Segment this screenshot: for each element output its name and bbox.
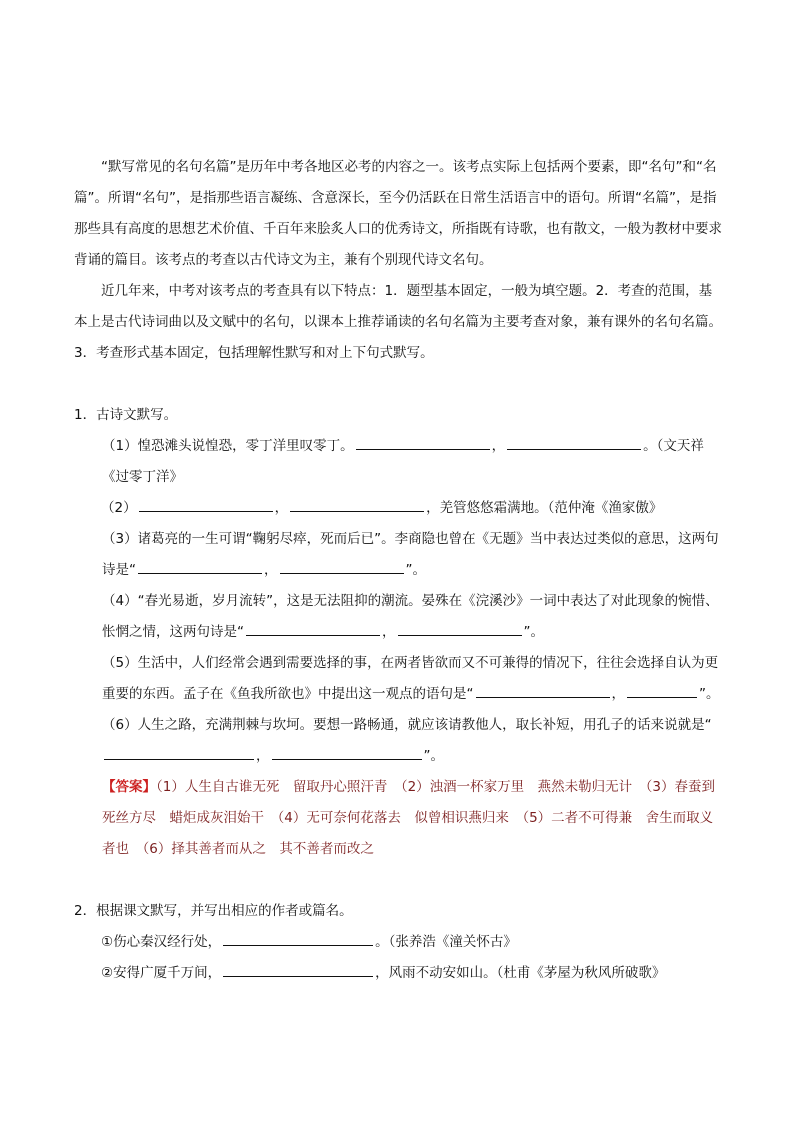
q1-item1-source: 。（文天祥《过零丁洋》	[102, 438, 704, 485]
question-1-item-5	[74, 648, 722, 710]
answer-blank[interactable]	[476, 681, 610, 698]
question-2-item-2	[74, 958, 722, 989]
answer-label: 【答案】	[102, 779, 156, 795]
q1-item5-end: ”。	[699, 686, 720, 702]
q1-item3-end: ”。	[405, 562, 426, 578]
q1-item1-prompt: （1）惶恐滩头说惶恐，零丁洋里叹零丁。	[102, 438, 354, 454]
answer-blank[interactable]	[223, 960, 373, 977]
question-2-item-1	[74, 927, 722, 958]
q1-item5-prompt: （5）生活中，人们经常会遇到需要选择的事，在两者皆欲而又不可兼得的情况下，往往会选择自认为更重要的东西。孟子在《鱼我所欲也》中提出这一观点的语句是“	[102, 655, 719, 702]
question-1-item-3	[74, 524, 722, 586]
answer-blank[interactable]	[280, 557, 404, 574]
section-spacer	[74, 865, 722, 896]
question-1-title: 1．古诗文默写。	[74, 407, 178, 423]
comma-separator: ，	[264, 562, 278, 578]
question-2-title: 2．根据课文默写，并写出相应的作者或篇名。	[74, 903, 353, 919]
question-1-item-6	[74, 710, 722, 772]
question-1-answer	[74, 772, 722, 865]
q1-item3-prompt: （3）诸葛亮的一生可谓“鞠躬尽瘁，死而后已”。李商隐也曾在《无题》当中表达过类似的意思，这两句诗是“	[102, 531, 719, 578]
q1-item6-prompt: （6）人生之路，充满荆棘与坎坷。要想一路畅通，就应该请教他人，取长补短，用孔子的话来说就是“	[102, 717, 712, 733]
q1-item4-end: ”。	[523, 624, 544, 640]
comma-separator: ，	[611, 686, 625, 702]
comma-separator: ，	[382, 624, 396, 640]
comma-separator: ，	[491, 438, 506, 454]
answer-blank[interactable]	[627, 681, 697, 698]
question-1-item-1	[74, 431, 722, 493]
answer-blank[interactable]	[104, 743, 254, 760]
answer-blank[interactable]	[138, 557, 262, 574]
answer-text: （1）人生自古谁无死 留取丹心照汗青 （2）浊酒一杯家万里 燕然未勒归无计 （3）春蚕到死丝方尽 蜡炬成灰泪始干 （4）无可奈何花落去 似曾相识燕归来 （5）二者不可得兼 舍生而取义者也 （6）择其善者而从之 其不善者而改之	[102, 779, 716, 857]
answer-blank[interactable]	[398, 619, 522, 636]
q2-item1-prompt: ①伤心秦汉经行处，	[101, 934, 222, 950]
answer-blank[interactable]	[356, 433, 490, 450]
comma-separator: ，	[256, 748, 270, 764]
q2-item1-source: 。（张养浩《潼关怀古》	[375, 934, 517, 950]
q2-item2-prompt: ②安得广厦千万间，	[101, 965, 222, 981]
answer-blank[interactable]	[139, 495, 273, 512]
q2-item2-source: ，风雨不动安如山。（杜甫《茅屋为秋风所破歌》	[375, 965, 666, 981]
document-page	[74, 152, 722, 989]
intro-paragraph-1: “默写常见的名句名篇”是历年中考各地区必考的内容之一。该考点实际上包括两个要素，即“名句”和“名篇”。所谓“名句”，是指那些语言凝练、含意深长，至今仍活跃在日常生活语言中的语句。所谓“名篇”，是指那些具有高度的思想艺术价值、千百年来脍炙人口的优秀诗文，所指既有诗歌，也有散文，一般为教材中要求背诵的篇目。该考点的考查以古代诗文为主，兼有个别现代诗文名句。	[74, 159, 722, 268]
q1-item2-source: ，羌管悠悠霜满地。（范仲淹《渔家傲》	[426, 500, 663, 516]
question-1-item-2	[74, 493, 722, 524]
section-spacer	[74, 369, 722, 400]
q1-item6-end: ”。	[423, 748, 444, 764]
answer-blank[interactable]	[223, 929, 373, 946]
question-1-item-4	[74, 586, 722, 648]
answer-blank[interactable]	[507, 433, 641, 450]
comma-separator: ，	[274, 500, 289, 516]
intro-paragraph-2: 近几年来，中考对该考点的考查具有以下特点：1．题型基本固定，一般为填空题。2．考查的范围，基本上是古代诗词曲以及文赋中的名句，以课本上推荐诵读的名句名篇为主要考查对象，兼有课外的名句名篇。3．考查形式基本固定，包括理解性默写和对上下句式默写。	[74, 283, 722, 361]
q1-item4-prompt: （4）“春光易逝，岁月流转”，这是无法阻抑的潮流。晏殊在《浣溪沙》一词中表达了对此现象的惋惜、怅惘之情，这两句诗是“	[102, 593, 719, 640]
answer-blank[interactable]	[290, 495, 424, 512]
answer-blank[interactable]	[272, 743, 422, 760]
q1-item2-prompt: （2）	[101, 500, 137, 516]
answer-blank[interactable]	[246, 619, 380, 636]
